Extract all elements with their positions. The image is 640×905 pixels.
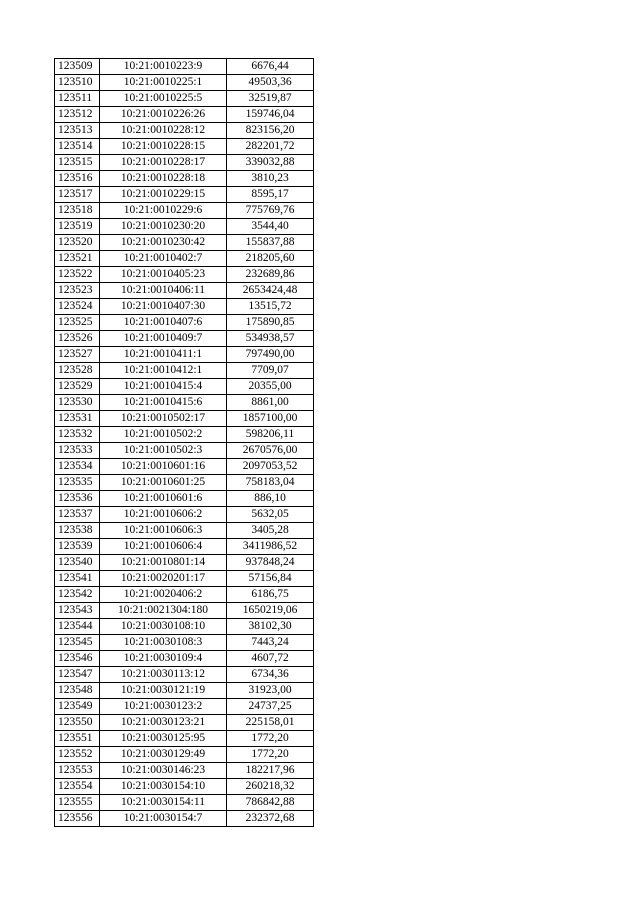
- value-cell: 937848,24: [227, 555, 314, 571]
- row-id-cell: 123513: [55, 123, 100, 139]
- value-cell: 2670576,00: [227, 443, 314, 459]
- row-id-cell: 123528: [55, 363, 100, 379]
- cadastral-number-cell: 10:21:0010228:12: [100, 123, 227, 139]
- value-cell: 775769,76: [227, 203, 314, 219]
- table-row: [55, 219, 314, 235]
- value-cell: 7443,24: [227, 635, 314, 651]
- value-cell: 260218,32: [227, 779, 314, 795]
- row-id-cell: 123541: [55, 571, 100, 587]
- row-id-cell: 123530: [55, 395, 100, 411]
- row-id-cell: 123509: [55, 59, 100, 75]
- row-id-cell: 123535: [55, 475, 100, 491]
- value-cell: 218205,60: [227, 251, 314, 267]
- cadastral-number-cell: 10:21:0030123:21: [100, 715, 227, 731]
- cadastral-number-cell: 10:21:0020406:2: [100, 587, 227, 603]
- cadastral-number-cell: 10:21:0010601:6: [100, 491, 227, 507]
- table-row: [55, 139, 314, 155]
- row-id-cell: 123543: [55, 603, 100, 619]
- table-row: [55, 523, 314, 539]
- table-row: [55, 171, 314, 187]
- row-id-cell: 123518: [55, 203, 100, 219]
- row-id-cell: 123549: [55, 699, 100, 715]
- row-id-cell: 123556: [55, 811, 100, 827]
- table-row: [55, 507, 314, 523]
- cadastral-number-cell: 10:21:0010502:2: [100, 427, 227, 443]
- table-row: [55, 699, 314, 715]
- cadastral-number-cell: 10:21:0010801:14: [100, 555, 227, 571]
- row-id-cell: 123510: [55, 75, 100, 91]
- value-cell: 1857100,00: [227, 411, 314, 427]
- table-row: [55, 763, 314, 779]
- table-row: [55, 59, 314, 75]
- table-row: [55, 571, 314, 587]
- value-cell: 339032,88: [227, 155, 314, 171]
- cadastral-number-cell: 10:21:0010226:26: [100, 107, 227, 123]
- table-row: [55, 299, 314, 315]
- value-cell: 8595,17: [227, 187, 314, 203]
- cadastral-number-cell: 10:21:0030108:3: [100, 635, 227, 651]
- value-cell: 758183,04: [227, 475, 314, 491]
- value-cell: 6186,75: [227, 587, 314, 603]
- table-row: [55, 667, 314, 683]
- cadastral-number-cell: 10:21:0010411:1: [100, 347, 227, 363]
- value-cell: 232689,86: [227, 267, 314, 283]
- value-cell: 2653424,48: [227, 283, 314, 299]
- table-row: [55, 811, 314, 827]
- row-id-cell: 123511: [55, 91, 100, 107]
- cadastral-number-cell: 10:21:0010606:2: [100, 507, 227, 523]
- table-row: [55, 267, 314, 283]
- value-cell: 1650219,06: [227, 603, 314, 619]
- row-id-cell: 123533: [55, 443, 100, 459]
- table-row: [55, 123, 314, 139]
- cadastral-number-cell: 10:21:0030154:10: [100, 779, 227, 795]
- table-row: [55, 283, 314, 299]
- value-cell: 7709,07: [227, 363, 314, 379]
- cadastral-number-cell: 10:21:0010407:30: [100, 299, 227, 315]
- row-id-cell: 123520: [55, 235, 100, 251]
- cadastral-number-cell: 10:21:0010606:4: [100, 539, 227, 555]
- table-row: [55, 731, 314, 747]
- cadastral-number-cell: 10:21:0030125:95: [100, 731, 227, 747]
- row-id-cell: 123512: [55, 107, 100, 123]
- table-row: [55, 651, 314, 667]
- table-row: [55, 363, 314, 379]
- table-row: [55, 187, 314, 203]
- value-cell: 49503,36: [227, 75, 314, 91]
- cadastral-number-cell: 10:21:0030129:49: [100, 747, 227, 763]
- value-cell: 282201,72: [227, 139, 314, 155]
- value-cell: 8861,00: [227, 395, 314, 411]
- value-cell: 598206,11: [227, 427, 314, 443]
- value-cell: 3544,40: [227, 219, 314, 235]
- row-id-cell: 123551: [55, 731, 100, 747]
- cadastral-number-cell: 10:21:0010228:17: [100, 155, 227, 171]
- value-cell: 1772,20: [227, 731, 314, 747]
- cadastral-value-table: [54, 58, 314, 827]
- table-row: [55, 235, 314, 251]
- row-id-cell: 123525: [55, 315, 100, 331]
- row-id-cell: 123537: [55, 507, 100, 523]
- cadastral-number-cell: 10:21:0030154:7: [100, 811, 227, 827]
- value-cell: 3405,28: [227, 523, 314, 539]
- value-cell: 24737,25: [227, 699, 314, 715]
- row-id-cell: 123542: [55, 587, 100, 603]
- row-id-cell: 123540: [55, 555, 100, 571]
- row-id-cell: 123529: [55, 379, 100, 395]
- value-cell: 534938,57: [227, 331, 314, 347]
- cadastral-number-cell: 10:21:0030121:19: [100, 683, 227, 699]
- cadastral-number-cell: 10:21:0010228:18: [100, 171, 227, 187]
- row-id-cell: 123516: [55, 171, 100, 187]
- row-id-cell: 123554: [55, 779, 100, 795]
- table-row: [55, 539, 314, 555]
- row-id-cell: 123526: [55, 331, 100, 347]
- value-cell: 159746,04: [227, 107, 314, 123]
- cadastral-number-cell: 10:21:0010402:7: [100, 251, 227, 267]
- row-id-cell: 123552: [55, 747, 100, 763]
- value-cell: 3810,23: [227, 171, 314, 187]
- value-cell: 225158,01: [227, 715, 314, 731]
- cadastral-number-cell: 10:21:0030123:2: [100, 699, 227, 715]
- table-row: [55, 747, 314, 763]
- cadastral-number-cell: 10:21:0021304:180: [100, 603, 227, 619]
- cadastral-number-cell: 10:21:0010230:20: [100, 219, 227, 235]
- cadastral-number-cell: 10:21:0010225:5: [100, 91, 227, 107]
- table-row: [55, 459, 314, 475]
- cadastral-number-cell: 10:21:0030108:10: [100, 619, 227, 635]
- row-id-cell: 123536: [55, 491, 100, 507]
- row-id-cell: 123523: [55, 283, 100, 299]
- cadastral-number-cell: 10:21:0010415:6: [100, 395, 227, 411]
- cadastral-number-cell: 10:21:0010228:15: [100, 139, 227, 155]
- value-cell: 32519,87: [227, 91, 314, 107]
- value-cell: 823156,20: [227, 123, 314, 139]
- cadastral-number-cell: 10:21:0010415:4: [100, 379, 227, 395]
- cadastral-number-cell: 10:21:0030113:12: [100, 667, 227, 683]
- table-row: [55, 683, 314, 699]
- cadastral-number-cell: 10:21:0010502:3: [100, 443, 227, 459]
- cadastral-number-cell: 10:21:0010412:1: [100, 363, 227, 379]
- table-row: [55, 491, 314, 507]
- cadastral-number-cell: 10:21:0010405:23: [100, 267, 227, 283]
- table-row: [55, 427, 314, 443]
- cadastral-number-cell: 10:21:0030109:4: [100, 651, 227, 667]
- row-id-cell: 123546: [55, 651, 100, 667]
- cadastral-number-cell: 10:21:0030146:23: [100, 763, 227, 779]
- table-row: [55, 587, 314, 603]
- table-row: [55, 475, 314, 491]
- table-row: [55, 315, 314, 331]
- row-id-cell: 123544: [55, 619, 100, 635]
- value-cell: 5632,05: [227, 507, 314, 523]
- value-cell: 13515,72: [227, 299, 314, 315]
- row-id-cell: 123527: [55, 347, 100, 363]
- value-cell: 6734,36: [227, 667, 314, 683]
- value-cell: 6676,44: [227, 59, 314, 75]
- value-cell: 20355,00: [227, 379, 314, 395]
- row-id-cell: 123532: [55, 427, 100, 443]
- row-id-cell: 123538: [55, 523, 100, 539]
- cadastral-number-cell: 10:21:0010601:16: [100, 459, 227, 475]
- table-row: [55, 395, 314, 411]
- table-row: [55, 155, 314, 171]
- value-cell: 232372,68: [227, 811, 314, 827]
- table-row: [55, 619, 314, 635]
- row-id-cell: 123515: [55, 155, 100, 171]
- value-cell: 4607,72: [227, 651, 314, 667]
- value-cell: 155837,88: [227, 235, 314, 251]
- table-row: [55, 603, 314, 619]
- value-cell: 2097053,52: [227, 459, 314, 475]
- row-id-cell: 123539: [55, 539, 100, 555]
- table-row: [55, 779, 314, 795]
- cadastral-number-cell: 10:21:0010230:42: [100, 235, 227, 251]
- row-id-cell: 123534: [55, 459, 100, 475]
- value-cell: 182217,96: [227, 763, 314, 779]
- table-row: [55, 347, 314, 363]
- row-id-cell: 123531: [55, 411, 100, 427]
- value-cell: 38102,30: [227, 619, 314, 635]
- cadastral-number-cell: 10:21:0010409:7: [100, 331, 227, 347]
- table-row: [55, 443, 314, 459]
- value-cell: 3411986,52: [227, 539, 314, 555]
- row-id-cell: 123555: [55, 795, 100, 811]
- table-row: [55, 411, 314, 427]
- table-row: [55, 795, 314, 811]
- row-id-cell: 123550: [55, 715, 100, 731]
- table-row: [55, 555, 314, 571]
- value-cell: 1772,20: [227, 747, 314, 763]
- cadastral-number-cell: 10:21:0010406:11: [100, 283, 227, 299]
- table-row: [55, 715, 314, 731]
- table-row: [55, 251, 314, 267]
- value-cell: 886,10: [227, 491, 314, 507]
- cadastral-number-cell: 10:21:0010229:6: [100, 203, 227, 219]
- table-row: [55, 203, 314, 219]
- row-id-cell: 123545: [55, 635, 100, 651]
- row-id-cell: 123522: [55, 267, 100, 283]
- cadastral-number-cell: 10:21:0020201:17: [100, 571, 227, 587]
- value-cell: 175890,85: [227, 315, 314, 331]
- cadastral-number-cell: 10:21:0010225:1: [100, 75, 227, 91]
- table-row: [55, 75, 314, 91]
- table-body: [55, 59, 314, 827]
- row-id-cell: 123514: [55, 139, 100, 155]
- value-cell: 786842,88: [227, 795, 314, 811]
- row-id-cell: 123553: [55, 763, 100, 779]
- row-id-cell: 123547: [55, 667, 100, 683]
- value-cell: 31923,00: [227, 683, 314, 699]
- cadastral-number-cell: 10:21:0010502:17: [100, 411, 227, 427]
- table-row: [55, 379, 314, 395]
- row-id-cell: 123521: [55, 251, 100, 267]
- cadastral-number-cell: 10:21:0010407:6: [100, 315, 227, 331]
- cadastral-number-cell: 10:21:0010229:15: [100, 187, 227, 203]
- row-id-cell: 123517: [55, 187, 100, 203]
- row-id-cell: 123524: [55, 299, 100, 315]
- cadastral-number-cell: 10:21:0010601:25: [100, 475, 227, 491]
- value-cell: 57156,84: [227, 571, 314, 587]
- row-id-cell: 123548: [55, 683, 100, 699]
- table-row: [55, 91, 314, 107]
- table-row: [55, 635, 314, 651]
- table-row: [55, 331, 314, 347]
- cadastral-number-cell: 10:21:0030154:11: [100, 795, 227, 811]
- value-cell: 797490,00: [227, 347, 314, 363]
- table-row: [55, 107, 314, 123]
- cadastral-number-cell: 10:21:0010223:9: [100, 59, 227, 75]
- row-id-cell: 123519: [55, 219, 100, 235]
- cadastral-number-cell: 10:21:0010606:3: [100, 523, 227, 539]
